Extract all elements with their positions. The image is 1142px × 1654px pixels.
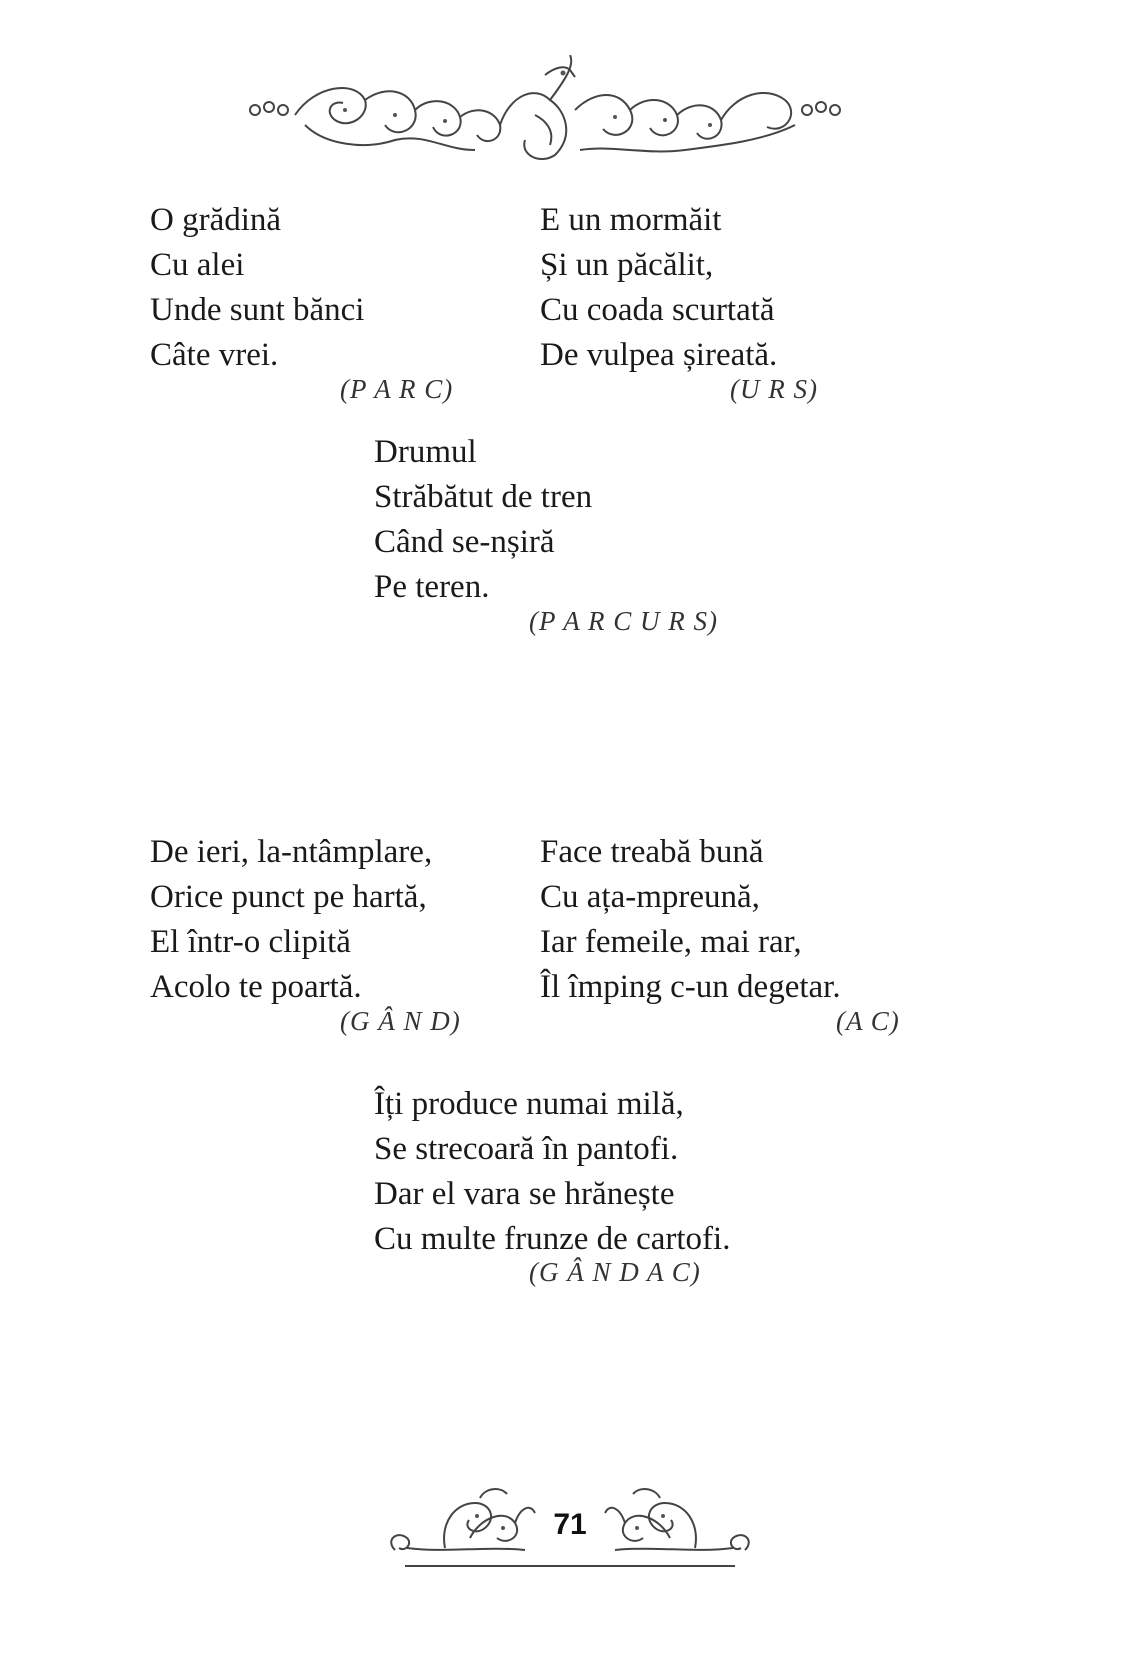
riddle-line: Îl împing c-un degetar. <box>540 969 841 1005</box>
riddle-answer: (A C) <box>836 1006 900 1036</box>
riddle-parcurs <box>374 430 592 610</box>
riddle-line: Orice punct pe hartă, <box>150 879 427 915</box>
riddle-line: El într-o clipită <box>150 924 351 960</box>
riddle-line: Cu coada scurtată <box>540 292 775 328</box>
riddle-line: O grădină <box>150 202 282 238</box>
riddle-line: Acolo te poartă. <box>150 969 362 1005</box>
floral-bird-ornament-icon <box>245 55 845 175</box>
riddle-line: Unde sunt bănci <box>150 292 365 328</box>
riddle-answer: (G Â N D) <box>340 1006 461 1036</box>
riddle-answer: (P A R C) <box>340 374 454 404</box>
riddle-line: Îți produce numai milă, <box>374 1086 684 1122</box>
riddle-line: Când se-nșiră <box>374 524 555 560</box>
riddle-parc <box>150 198 364 378</box>
riddle-line: Iar femeile, mai rar, <box>540 924 802 960</box>
riddle-line: Și un păcălit, <box>540 247 714 283</box>
riddle-line: Cu alei <box>150 247 245 283</box>
riddle-line: Se strecoară în pantofi. <box>374 1131 679 1167</box>
riddle-answer: (U R S) <box>730 374 818 404</box>
riddle-ac <box>540 830 841 1010</box>
riddle-line: Face treabă bună <box>540 834 764 870</box>
riddle-gand <box>150 830 432 1010</box>
riddle-urs <box>540 198 777 378</box>
riddle-line: Cu multe frunze de cartofi. <box>374 1221 731 1257</box>
page-number: 71 <box>540 1508 600 1542</box>
riddle-line: E un mormăit <box>540 202 722 238</box>
riddle-line: Dar el vara se hrănește <box>374 1176 675 1212</box>
riddle-line: Cu ața-mpreună, <box>540 879 760 915</box>
riddle-answer: (G Â N D A C) <box>529 1257 701 1287</box>
riddle-line: De vulpea șireată. <box>540 337 778 373</box>
riddle-line: Câte vrei. <box>150 337 279 373</box>
riddle-line: Pe teren. <box>374 569 490 605</box>
riddle-line: Drumul <box>374 434 477 470</box>
riddle-line: Străbătut de tren <box>374 479 593 515</box>
riddle-gandac <box>374 1082 730 1262</box>
riddle-answer: (P A R C U R S) <box>529 606 718 636</box>
riddle-line: De ieri, la-ntâmplare, <box>150 834 433 870</box>
